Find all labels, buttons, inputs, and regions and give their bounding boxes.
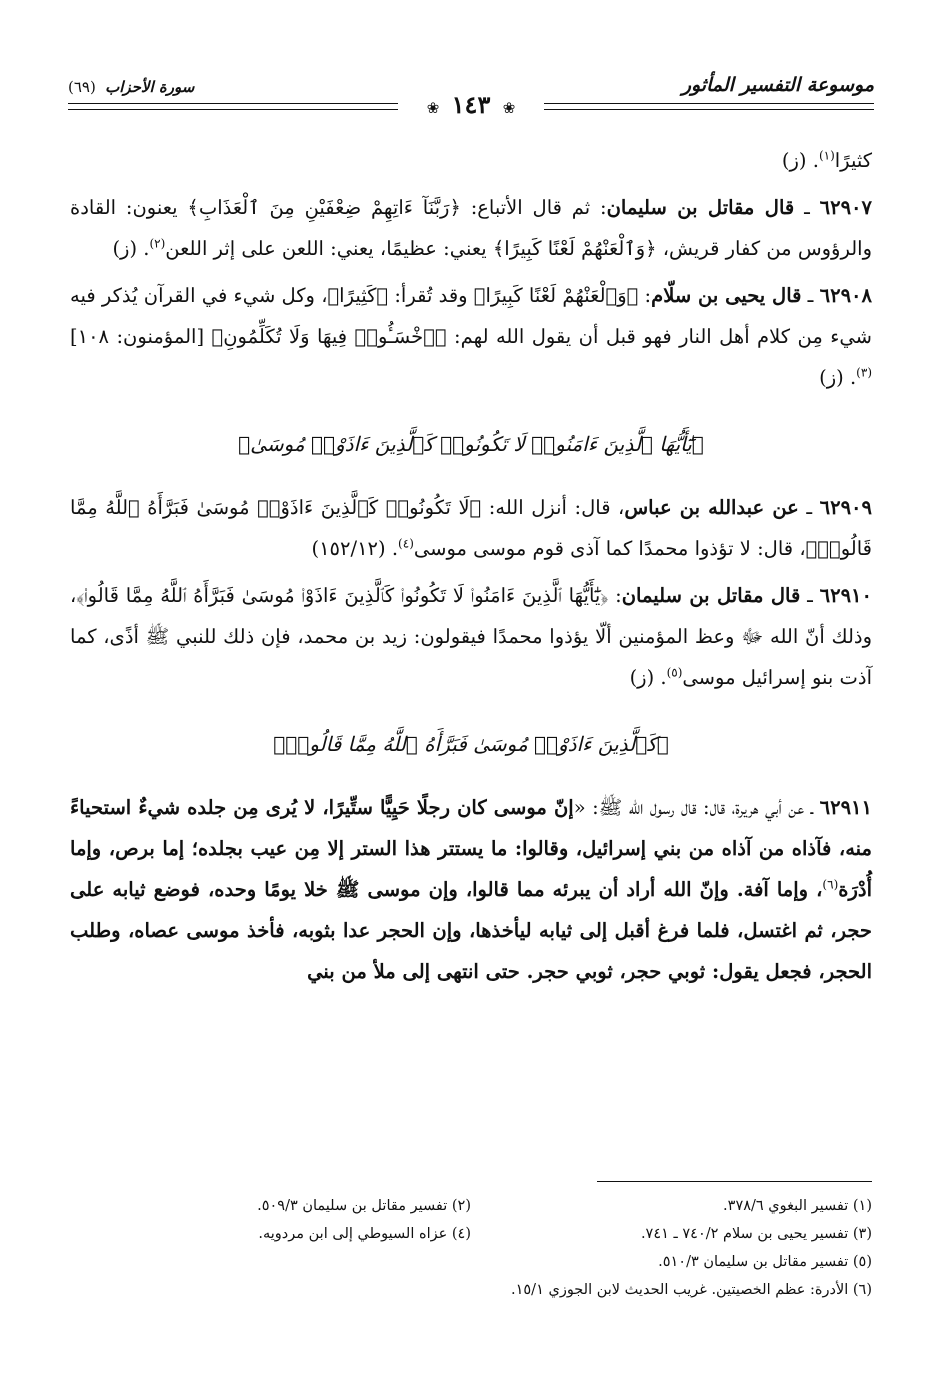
entry-number: ٦٢٩٠٧ bbox=[819, 196, 872, 219]
entry-tail: . (١٥٢/١٢) bbox=[311, 537, 399, 560]
header-rule-right bbox=[544, 103, 874, 110]
footnote-separator bbox=[597, 1181, 872, 1182]
header-rule-left bbox=[68, 103, 398, 110]
entry-text: : ﴿وَٱلْعَنْهُمْ لَعْنًا كَبِيرًا﴾ وقد تُقرأ: ﴿كَثِيرًا﴾، وكل شيء في القرآن يُذكر فيه شيء مِن كلام أهل النار فهو قبل أن يقول الله لهم: ﴿ٱخْسَـُٔوا۟ فِيهَا وَلَا تُكَلِّمُونِ﴾ [المؤمنون: ١٠٨] bbox=[70, 284, 872, 348]
entry-text: : ثم قال الأتباع: ﴿رَبَّنَآ ءَاتِهِمْ ضِعْفَيْنِ مِنَ ٱلْعَذَابِ﴾ يعنون: القادة والرؤوس من كفار قريش، ﴿وَٱلْعَنْهُمْ لَعْنًا كَبِيرًا﴾ يعني: عظيمًا، يعني: اللعن على إثر اللعن bbox=[70, 196, 872, 260]
footnote: (٦) الأدرة: عظم الخصيتين. غريب الحديث لابن الجوزي ١٥/١. bbox=[511, 1282, 872, 1298]
footnote: (٥) تفسير مقاتل بن سليمان ٥١٠/٣. bbox=[658, 1254, 872, 1270]
entry-text: : ﴿يَٰٓأَيُّهَا ٱلَّذِينَ ءَامَنُوا۟ لَا تَكُونُوا۟ كَٱلَّذِينَ ءَاذَوْا۟ مُوسَىٰ فَبَرَّأَهُ ٱللَّهُ مِمَّا قَالُوا۟﴾، وذلك أنّ الله ﷻ وعظ المؤمنين ألّا يؤذوا محمدًا فيقولون: زيد بن محمد، فإن ذلك للنبي ﷺ أذًى، كما آذت بنو إسرائيل موسى bbox=[70, 584, 872, 689]
athar-entry: ٦٢٩٠٩ ـ عن عبدالله بن عباس، قال: أنزل الله: ﴿لَا تَكُونُوا۟ كَٱلَّذِينَ ءَاذَوْا۟ مُوسَىٰ فَبَرَّأَهُ ٱللَّهُ مِمَّا قَالُوا۟﴾، قال: لا تؤذوا محمدًا كما آذى قوم موسى موسى$^{(٤)}$. (١٥٢/١٢) bbox=[70, 496, 872, 560]
entry-tail: . (ز) bbox=[629, 666, 667, 689]
footnote: (٤) عزاه السيوطي إلى ابن مردويه. bbox=[258, 1226, 471, 1242]
footnote-ref: (٣) bbox=[856, 365, 872, 380]
page-number: ١٤٣ bbox=[451, 90, 491, 119]
hadith-text: إنّ موسى كان رجلًا حَيِيًّا ستِّيرًا، لا يُرى مِن جلده شيءٌ استحياءً منه، فآذاه من آذاه من بني إسرائيل، وقالوا: ما يستتر هذا الستر إلا مِن عيب بجلده؛ إما برص، وإما أُدْرَة bbox=[70, 796, 872, 901]
entry-number: ٦٢٩١١ bbox=[819, 796, 873, 819]
footnote: (٢) تفسير مقاتل بن سليمان ٥٠٩/٣. bbox=[257, 1198, 471, 1214]
footnote-ref: (٦) bbox=[822, 877, 839, 892]
para-text: كثيرًا bbox=[834, 149, 872, 172]
footnote: (٣) تفسير يحيى بن سلام ٧٤٠/٢ ـ ٧٤١. bbox=[640, 1226, 872, 1242]
footnote-ref: (١) bbox=[818, 148, 835, 163]
footnote-ref: (٢) bbox=[149, 236, 166, 251]
hadith-entry: ٦٢٩١١ ـ عن أبي هريرة، قال: قال رسول الله ﷺ: «إنّ موسى كان رجلًا حَيِيًّا ستِّيرًا، لا يُرى مِن جلده شيءٌ استحياءً منه، فآذاه من آذاه من بني إسرائيل، وقالوا: ما يستتر هذا الستر إلا مِن عيب بجلده؛ إما برص، وإما أُدْرَة$^{(٦)}$، وإما آفة. وإنّ الله أراد أن يبرئه مما قالوا، وإن موسى ﷺ خلا يومًا وحده، فوضع ثيابه على حجر، ثم اغتسل، فلما فرغ أقبل إلى ثيابه ليأخذها، وإن الحجر عدا بثوبه، فأخذ موسى عصاه، وطلب الحجر، فجعل يقول: ثوبي حجر، ثوبي حجر. حتى انتهى إلى ملأ من بني bbox=[70, 796, 873, 983]
running-header bbox=[68, 68, 874, 122]
athar-entry: ٦٢٩١٠ ـ قال مقاتل بن سليمان: ﴿يَٰٓأَيُّهَا ٱلَّذِينَ ءَامَنُوا۟ لَا تَكُونُوا۟ كَٱلَّذِينَ ءَاذَوْا۟ مُوسَىٰ فَبَرَّأَهُ ٱللَّهُ مِمَّا قَالُوا۟﴾، وذلك أنّ الله ﷻ وعظ المؤمنين ألّا يؤذوا محمدًا فيقولون: زيد بن محمد، فإن ذلك للنبي ﷺ أذًى، كما آذت بنو إسرائيل موسى$^{(٥)}$. (ز) bbox=[70, 584, 872, 689]
entry-text: ، قال: أنزل الله: ﴿لَا تَكُونُوا۟ كَٱلَّذِينَ ءَاذَوْا۟ مُوسَىٰ فَبَرَّأَهُ ٱللَّهُ مِمَّا قَالُوا۟﴾، قال: لا تؤذوا محمدًا كما آذى قوم موسى موسى bbox=[70, 496, 872, 560]
entry-author: قال مقاتل بن سليمان bbox=[621, 584, 801, 607]
surah-name: سورة الأحزاب bbox=[105, 78, 195, 96]
para-tail: . (ز) bbox=[781, 149, 819, 172]
footnotes bbox=[70, 1192, 872, 1304]
entry-tail: . (ز) bbox=[112, 237, 150, 260]
book-title: موسوعة التفسير المأثور bbox=[681, 74, 874, 96]
entry-number: ٦٢٩١٠ bbox=[819, 584, 872, 607]
entry-author: قال يحيى بن سلّام bbox=[651, 284, 802, 307]
surah-title bbox=[68, 78, 194, 96]
footnote: (١) تفسير البغوي ٣٧٨/٦. bbox=[723, 1198, 872, 1214]
ornament-icon: ❀ bbox=[426, 99, 440, 117]
verse-heading: ﴿كَٱلَّذِينَ ءَاذَوْا۟ مُوسَىٰ فَبَرَّأَهُ ٱللَّهُ مِمَّا قَالُوا۟﴾ bbox=[273, 732, 669, 756]
athar-entry: ٦٢٩٠٨ ـ قال يحيى بن سلّام: ﴿وَٱلْعَنْهُمْ لَعْنًا كَبِيرًا﴾ وقد تُقرأ: ﴿كَثِيرًا﴾، وكل شيء في القرآن يُذكر فيه شيء مِن كلام أهل النار فهو قبل أن يقول الله لهم: ﴿ٱخْسَـُٔوا۟ فِيهَا وَلَا تُكَلِّمُونِ﴾ [المؤمنون: ١٠٨]$^{(٣)}$. (ز) bbox=[70, 284, 872, 389]
entry-author: عن عبدالله بن عباس bbox=[624, 496, 799, 519]
main-text bbox=[70, 140, 872, 992]
footnote-ref: (٥) bbox=[666, 665, 683, 680]
ornament-icon: ❀ bbox=[502, 99, 516, 117]
hadith-text-continued: ، وإما آفة. وإنّ الله أراد أن يبرئه مما قالوا، وإن موسى ﷺ خلا يومًا وحده، فوضع ثيابه على حجر، ثم اغتسل، فلما فرغ أقبل إلى ثيابه ليأخذها، وإن الحجر عدا بثوبه، فأخذ موسى عصاه، وطلب الحجر، فجعل يقول: ثوبي حجر، ثوبي حجر. حتى انتهى إلى ملأ من بني bbox=[70, 878, 872, 983]
paragraph-continuation bbox=[70, 140, 872, 181]
entry-tail: . (ز) bbox=[819, 366, 857, 389]
page-number-box bbox=[417, 90, 526, 119]
entry-number: ٦٢٩٠٨ bbox=[819, 284, 872, 307]
verse-heading: ﴿يَٰٓأَيُّهَا ٱلَّذِينَ ءَامَنُوا۟ لَا تَكُونُوا۟ كَٱلَّذِينَ ءَاذَوْا۟ مُوسَىٰ﴾ bbox=[238, 432, 704, 456]
athar-entry: ٦٢٩٠٧ ـ قال مقاتل بن سليمان: ثم قال الأتباع: ﴿رَبَّنَآ ءَاتِهِمْ ضِعْفَيْنِ مِنَ ٱلْعَذَابِ﴾ يعنون: القادة والرؤوس من كفار قريش، ﴿وَٱلْعَنْهُمْ لَعْنًا كَبِيرًا﴾ يعني: عظيمًا، يعني: اللعن على إثر اللعن$^{(٢)}$. (ز) bbox=[70, 196, 872, 260]
footnote-ref: (٤) bbox=[398, 536, 414, 551]
hadith-lead: عن أبي هريرة، قال: قال رسول الله ﷺ: « bbox=[573, 796, 805, 819]
entry-author: قال مقاتل بن سليمان bbox=[606, 196, 795, 219]
surah-number: (٦٩) bbox=[68, 78, 96, 96]
entry-number: ٦٢٩٠٩ bbox=[819, 496, 872, 519]
